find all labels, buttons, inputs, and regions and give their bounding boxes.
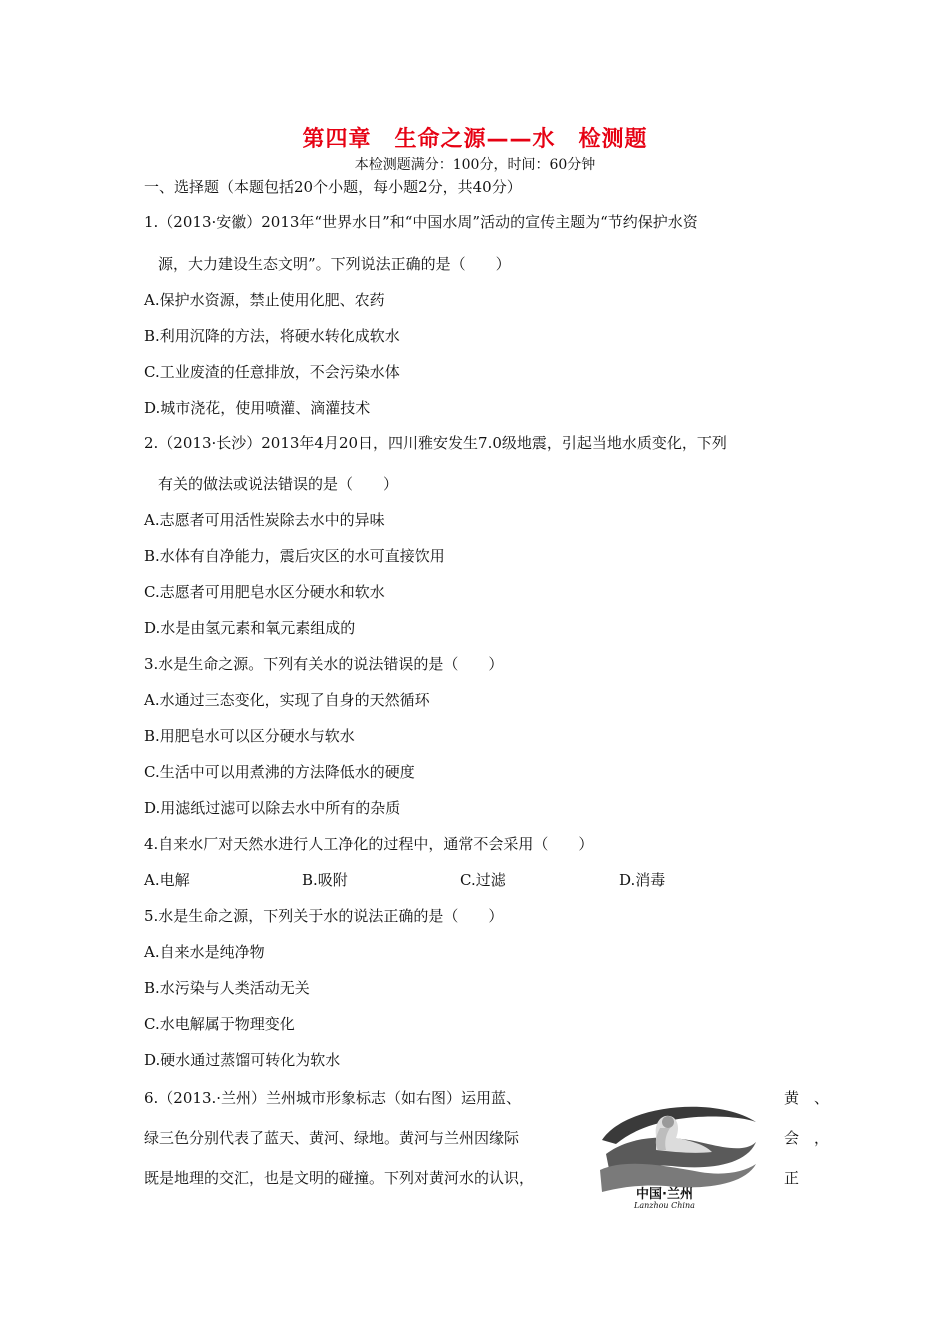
q3-option-c: C.生活中可以用煮沸的方法降低水的硬度 xyxy=(144,763,415,781)
page-title: 第四章 生命之源——水 检测题 xyxy=(302,127,648,152)
lanzhou-logo-image xyxy=(596,1092,762,1210)
section-heading: 一、选择题（本题包括20个小题，每小题2分，共40分） xyxy=(144,178,522,196)
q5-stem: 5.水是生命之源，下列关于水的说法正确的是（ ） xyxy=(144,907,504,925)
logo-en-text: Lanzhou China xyxy=(634,1201,695,1210)
q2-option-a: A.志愿者可用活性炭除去水中的异味 xyxy=(144,511,385,529)
q3-stem: 3.水是生命之源。下列有关水的说法错误的是（ ） xyxy=(144,655,504,673)
q1-option-d: D.城市浇花，使用喷灌、滴灌技术 xyxy=(144,399,371,417)
q5-option-a: A.自来水是纯净物 xyxy=(144,943,265,961)
q6-stem-line1-end: 黄 、 xyxy=(784,1089,830,1107)
q2-stem-cont: 有关的做法或说法错误的是（ ） xyxy=(158,475,399,493)
q5-option-c: C.水电解属于物理变化 xyxy=(144,1015,295,1033)
q4-option-d: D.消毒 xyxy=(619,871,666,889)
q5-option-b: B.水污染与人类活动无关 xyxy=(144,979,310,997)
q1-option-c: C.工业废渣的任意排放，不会污染水体 xyxy=(144,363,400,381)
q4-option-a: A.电解 xyxy=(144,871,190,889)
q1-option-b: B.利用沉降的方法，将硬水转化成软水 xyxy=(144,327,400,345)
q1-stem: 1.（2013·安徽）2013年“世界水日”和“中国水周”活动的宣传主题为“节约保护水资 xyxy=(144,213,698,231)
q6-stem-line1: 6.（2013.·兰州）兰州城市形象标志（如右图）运用蓝、 xyxy=(144,1089,522,1107)
q3-option-b: B.用肥皂水可以区分硬水与软水 xyxy=(144,727,355,745)
q6-stem-line2-end: 会 ， xyxy=(784,1129,830,1147)
q6-stem-line3-end: 正 xyxy=(784,1169,800,1187)
q4-option-c: C.过滤 xyxy=(460,871,506,889)
q3-option-a: A.水通过三态变化，实现了自身的天然循环 xyxy=(144,691,430,709)
q2-option-c: C.志愿者可用肥皂水区分硬水和软水 xyxy=(144,583,385,601)
q6-stem-line3: 既是地理的交汇，也是文明的碰撞。下列对黄河水的认识， xyxy=(144,1169,535,1187)
q2-option-d: D.水是由氢元素和氧元素组成的 xyxy=(144,619,356,637)
q3-option-d: D.用滤纸过滤可以除去水中所有的杂质 xyxy=(144,799,401,817)
q1-option-a: A.保护水资源，禁止使用化肥、农药 xyxy=(144,291,385,309)
q5-option-d: D.硬水通过蒸馏可转化为软水 xyxy=(144,1051,341,1069)
logo-cn-text: 中国·兰州 xyxy=(636,1187,693,1202)
q4-stem: 4.自来水厂对天然水进行人工净化的过程中，通常不会采用（ ） xyxy=(144,835,594,853)
q1-stem-cont: 源，大力建设生态文明”。下列说法正确的是（ ） xyxy=(158,255,511,273)
q2-option-b: B.水体有自净能力，震后灾区的水可直接饮用 xyxy=(144,547,445,565)
page-subtitle: 本检测题满分：100分，时间：60分钟 xyxy=(354,157,596,173)
q2-stem: 2.（2013·长沙）2013年4月20日，四川雅安发生7.0级地震，引起当地水质变化，下列 xyxy=(144,434,727,452)
q4-option-b: B.吸附 xyxy=(302,871,348,889)
q6-stem-line2: 绿三色分别代表了蓝天、黄河、绿地。黄河与兰州因缘际 xyxy=(144,1129,520,1147)
lanzhou-logo-graphic xyxy=(596,1092,762,1210)
